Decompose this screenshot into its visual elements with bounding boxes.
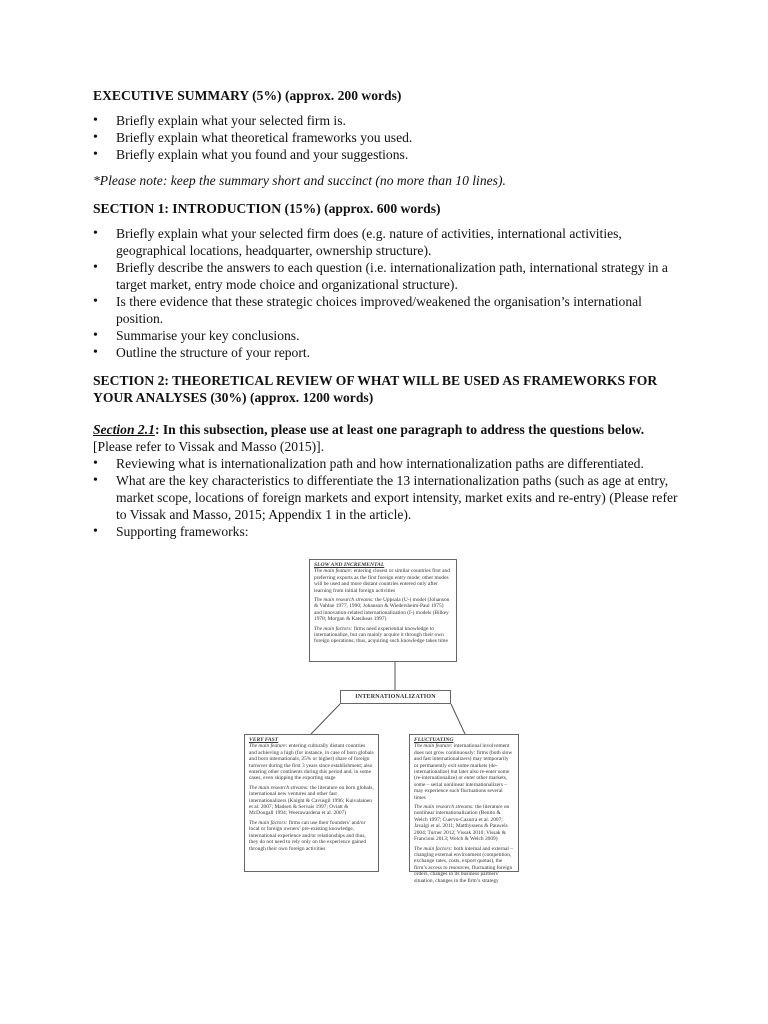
list-item: • Briefly explain what you found and your suggestions. xyxy=(93,146,683,163)
list-item: • Is there evidence that these strategic choices improved/weakened the organisation’s international position. xyxy=(93,293,683,327)
list-item: • Outline the structure of your report. xyxy=(93,344,683,361)
executive-summary-list xyxy=(93,112,683,163)
section-1-heading: SECTION 1: INTRODUCTION (15%) (approx. 600 words) xyxy=(93,201,441,216)
box-feature: The main feature: entering closest or similar countries first and preferring exports as the first foreign entry mode; other modes will be used and more distant countries entered only after learning from initial foreign activities xyxy=(314,568,450,594)
box-title: SLOW AND INCREMENTAL xyxy=(314,562,385,568)
list-item: • Briefly explain what your selected firm does (e.g. nature of activities, international activities, geographical locations, headquarter, ownership structure). xyxy=(93,225,683,259)
box-title: VERY FAST xyxy=(249,737,279,743)
section-2-heading: SECTION 2: THEORETICAL REVIEW OF WHAT WILL BE USED AS FRAMEWORKS FOR YOUR ANALYSES (30%) (approx. 1200 words) xyxy=(93,373,658,405)
list-item: • Briefly explain what theoretical frameworks you used. xyxy=(93,129,683,146)
subsection-note: [Please refer to Vissak and Masso (2015)]. xyxy=(93,439,325,454)
summary-note: *Please note: keep the summary short and succinct (no more than 10 lines). xyxy=(93,173,506,188)
box-factors: The main factors: firms can use their founders’ and/or local or foreign owners’ pre-existing knowledge, international experience and/or relationships and thus, they do not need to rely only on the experience gained through their own foreign activities xyxy=(249,819,367,852)
subsection-instruction: : In this subsection, please use at least one paragraph to address the questions below. xyxy=(154,422,645,437)
subsection-reference: Section 2.1 xyxy=(93,422,155,437)
box-factors: The main factors: firms need experiential knowledge to internationalize, but can mainly acquire it through their own foreign operations; thus, acquiring such knowledge takes time xyxy=(314,625,448,645)
list-item: • Briefly describe the answers to each question (i.e. internationalization path, international strategy in a target market, entry mode choice and organizational structure). xyxy=(93,259,683,293)
list-item: • Briefly explain what your selected firm is. xyxy=(93,112,683,129)
connector-line xyxy=(451,704,465,734)
box-feature: The main feature: entering culturally distant countries and achieving a high (for instance, in case of born globals and born internationals, 25% or higher) share of foreign turnover during the first 3 years since establishment; also entering other continents during this period and, in some cases, even skipping the exporting stage xyxy=(249,743,374,782)
box-factors: The main factors: both internal and external – changing external environment (competition, exchange rates, costs, export quotas), the firm’s access to resources, fluctuating foreign orders, changes in its business partners’ situation, changes in the firm’s strategy xyxy=(414,845,513,884)
box-streams: The main research streams: the literature on nonlinear internationalization (Benito & Welch 1997; Cuervo-Cazurra et al. 2007; Javalgi et al. 2011; Matthyssens & Pauwels 2004; Turner 2012; Vissak 2010; Vissak & Francioni 2013; Welch & Welch 2009) xyxy=(414,804,510,843)
box-streams: The main research streams: the literature on born globals, international new ventures and other fast internationalizers (Knight & Cavusgil 1996; Kuivalainen et al. 2007; Madsen & Servais 1997; Oviatt & McDougall 1994; Weerawardena et al. 2007) xyxy=(249,784,374,817)
box-feature: The main feature: international involvement does not grow continuously: firms (both slow and fast internationalizers) may temporarily or permanently exit some markets (de-internationalize) but later also re-enter some (re-internationalize) or enter other markets, some – serial nonlinear internationalizers – may experience such fluctuations several times xyxy=(414,743,513,801)
slow-incremental-box xyxy=(309,559,457,662)
box-streams: The main research streams: the Uppsala (U-) model (Johanson & Vahlne 1977, 1990; Johanson & Wiedersheim-Paul 1975) and innovation-related internationalization (I-) models (Bilkey 1978; Morgan & Katsikeas 1997) xyxy=(314,597,450,623)
internationalization-box: INTERNATIONALIZATION xyxy=(340,690,451,704)
executive-summary-heading: EXECUTIVE SUMMARY (5%) (approx. 200 words) xyxy=(93,88,402,103)
subsection-2-1-intro xyxy=(93,421,683,455)
connector-line xyxy=(311,704,340,734)
section-1-list xyxy=(93,225,683,361)
list-item: • Supporting frameworks: xyxy=(93,523,683,540)
fluctuating-box xyxy=(409,734,519,884)
list-item: • Reviewing what is internationalization path and how internationalization paths are differentiated. xyxy=(93,455,683,472)
box-title: FLUCTUATING xyxy=(414,737,454,743)
very-fast-box xyxy=(244,734,379,872)
section-2-list xyxy=(93,455,683,540)
document-body xyxy=(93,87,683,540)
internationalization-diagram xyxy=(243,558,518,884)
list-item: • What are the key characteristics to differentiate the 13 internationalization paths (such as age at entry, market scope, locations of foreign markets and export intensity, market exits and re-entry) (Please refer to Vissak and Masso, 2015; Appendix 1 in the article). xyxy=(93,472,683,523)
list-item: • Summarise your key conclusions. xyxy=(93,327,683,344)
